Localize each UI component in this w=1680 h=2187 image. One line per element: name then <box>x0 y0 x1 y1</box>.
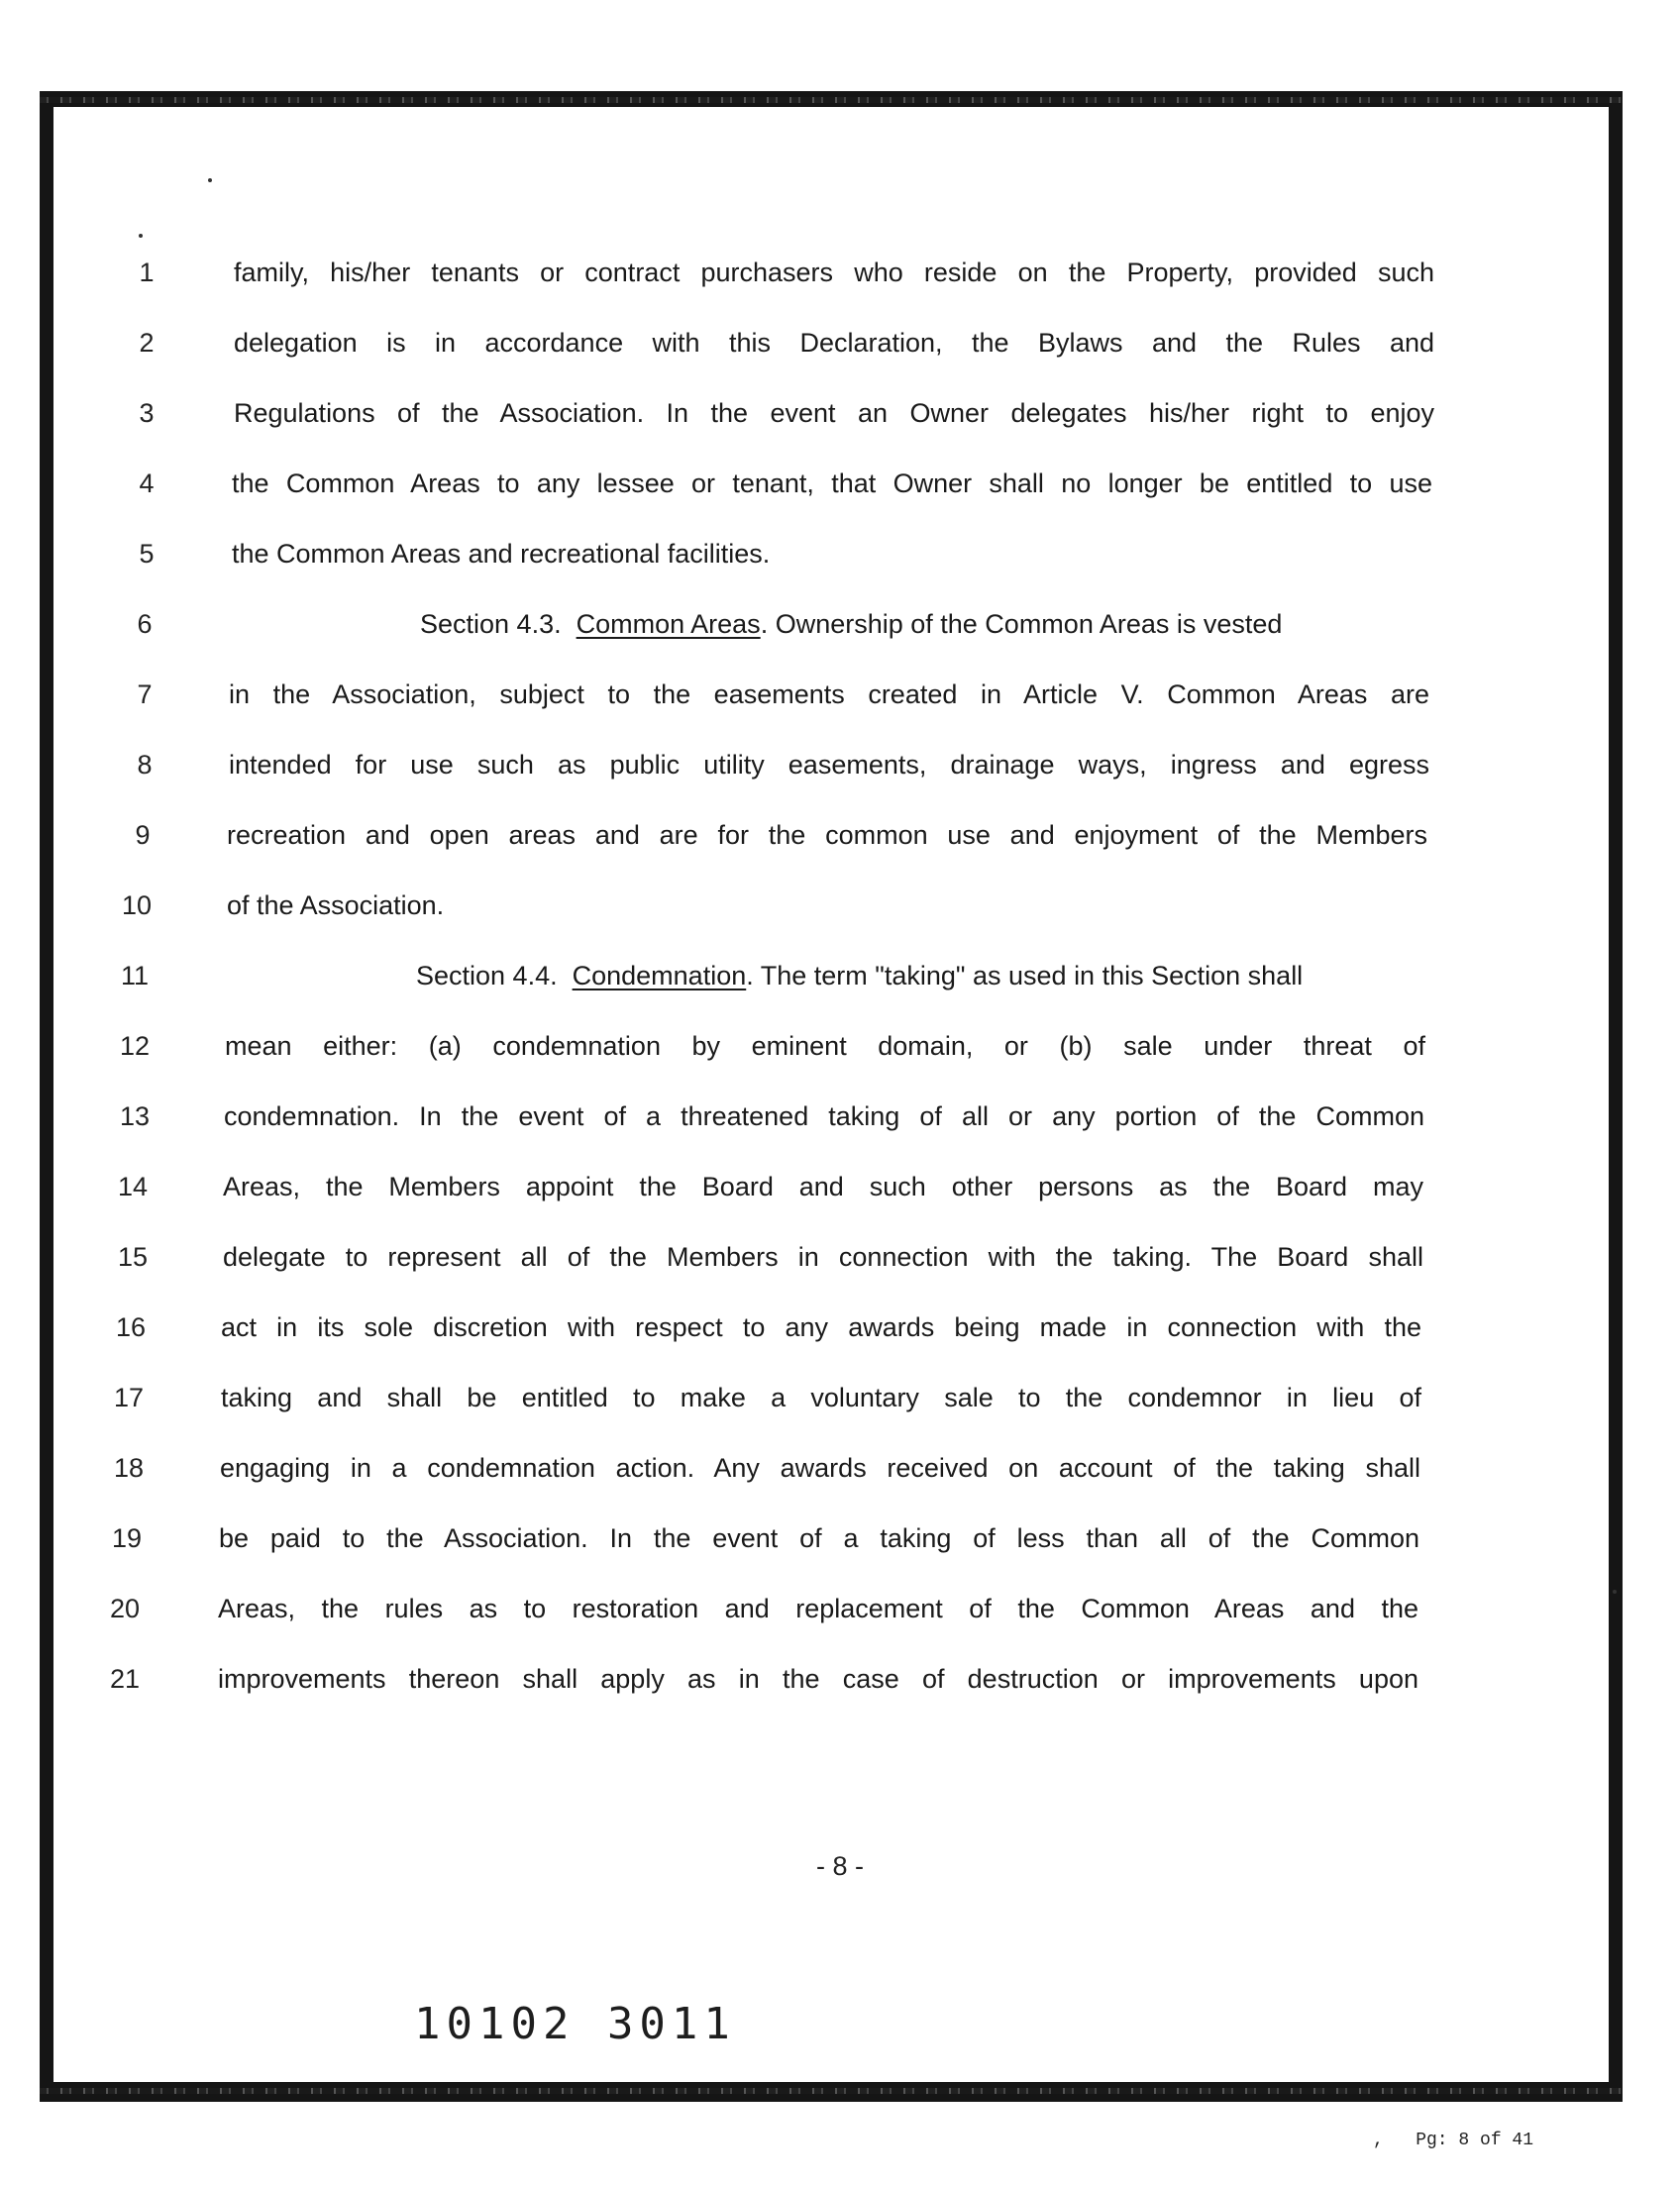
document-line <box>0 1589 1680 1628</box>
line-text: of the Association. <box>227 890 445 920</box>
line-text: Areas, the Members appoint the Board and such other persons as the Board may <box>223 1172 1423 1201</box>
line-number: 14 <box>117 1172 149 1201</box>
document-line <box>0 1307 1680 1347</box>
section-heading-line <box>0 604 1680 644</box>
line-number: 15 <box>117 1242 149 1272</box>
document-line <box>0 534 1680 573</box>
page-counter: , Pg: 8 of 41 <box>1373 2131 1534 2150</box>
line-text: act in its sole discretion with respect to any awards being made in connection with the <box>221 1312 1421 1342</box>
line-number: 5 <box>139 539 155 569</box>
scan-speck <box>139 234 143 238</box>
line-text: condemnation. In the event of a threatened taking of all or any portion of the Common <box>224 1101 1424 1131</box>
line-text: family, his/her tenants or contract purchasers who reside on the Property, provided such <box>234 258 1434 287</box>
line-text: intended for use such as public utility easements, drainage ways, ingress and egress <box>229 750 1429 780</box>
document-line <box>0 815 1680 855</box>
document-line <box>0 675 1680 714</box>
line-text: taking and shall be entitled to make a voluntary sale to the condemnor in lieu of <box>221 1383 1421 1412</box>
line-number: 13 <box>119 1101 151 1131</box>
section-number: Section 4.4. <box>416 961 558 990</box>
section-title: Condemnation <box>572 961 747 990</box>
document-line <box>0 1448 1680 1488</box>
line-number: 10 <box>121 890 153 920</box>
document-line <box>0 1026 1680 1066</box>
line-text: the Common Areas and recreational facilities. <box>232 539 771 569</box>
line-number: 4 <box>139 469 155 498</box>
page-number: - 8 - <box>815 1851 864 1881</box>
line-text: the Common Areas to any lessee or tenant, that Owner shall no longer be entitled to use <box>232 469 1432 498</box>
section-title: Common Areas <box>576 609 761 639</box>
line-text: Regulations of the Association. In the event an Owner delegates his/her right to enjoy <box>234 398 1434 428</box>
recording-stamp-number: 10102 3011 <box>414 1999 736 2049</box>
line-number: 20 <box>109 1594 141 1623</box>
line-text: delegate to represent all of the Members in connection with the taking. The Board shall <box>223 1242 1423 1272</box>
line-text: engaging in a condemnation action. Any awards received on account of the taking shall <box>220 1453 1420 1483</box>
line-text: Areas, the rules as to restoration and replacement of the Common Areas and the <box>218 1594 1418 1623</box>
section-heading-line <box>0 956 1680 995</box>
line-number: 2 <box>139 328 155 358</box>
document-line <box>0 393 1680 433</box>
line-text: in the Association, subject to the easements created in Article V. Common Areas are <box>229 679 1429 709</box>
section-heading-text <box>420 604 1282 644</box>
line-number: 8 <box>137 750 153 780</box>
section-number: Section 4.3. <box>420 609 562 639</box>
line-text: mean either: (a) condemnation by eminent domain, or (b) sale under threat of <box>225 1031 1425 1061</box>
document-line <box>0 1659 1680 1699</box>
document-line <box>0 885 1680 925</box>
section-text: . The term "taking" as used in this Section shall <box>746 961 1304 990</box>
document-line <box>0 323 1680 363</box>
line-number: 16 <box>115 1312 147 1342</box>
line-number: 17 <box>113 1383 145 1412</box>
scan-speck <box>208 178 212 182</box>
line-number: 6 <box>137 609 153 639</box>
section-heading-text <box>416 956 1303 995</box>
line-number: 19 <box>111 1523 143 1553</box>
line-text: delegation is in accordance with this Declaration, the Bylaws and the Rules and <box>234 328 1434 358</box>
line-number: 12 <box>119 1031 151 1061</box>
document-line <box>0 1096 1680 1136</box>
scan-noise-bottom <box>40 2088 1623 2094</box>
line-text: recreation and open areas and are for the common use and enjoyment of the Members <box>227 820 1427 850</box>
line-number: 11 <box>120 961 150 990</box>
line-number: 3 <box>139 398 155 428</box>
document-line <box>0 1237 1680 1277</box>
document-line <box>0 253 1680 292</box>
document-line <box>0 1167 1680 1206</box>
document-line <box>0 1518 1680 1558</box>
scan-noise-top <box>40 97 1623 103</box>
line-number: 1 <box>139 258 155 287</box>
line-number: 18 <box>113 1453 145 1483</box>
document-line <box>0 745 1680 784</box>
line-number: 21 <box>109 1664 141 1694</box>
document-line <box>0 1378 1680 1417</box>
line-text: improvements thereon shall apply as in the case of destruction or improvements upon <box>218 1664 1418 1694</box>
section-text: . Ownership of the Common Areas is vested <box>760 609 1283 639</box>
line-number: 9 <box>135 820 151 850</box>
document-line <box>0 464 1680 503</box>
line-number: 7 <box>137 679 153 709</box>
line-text: be paid to the Association. In the event of a taking of less than all of the Common <box>219 1523 1419 1553</box>
